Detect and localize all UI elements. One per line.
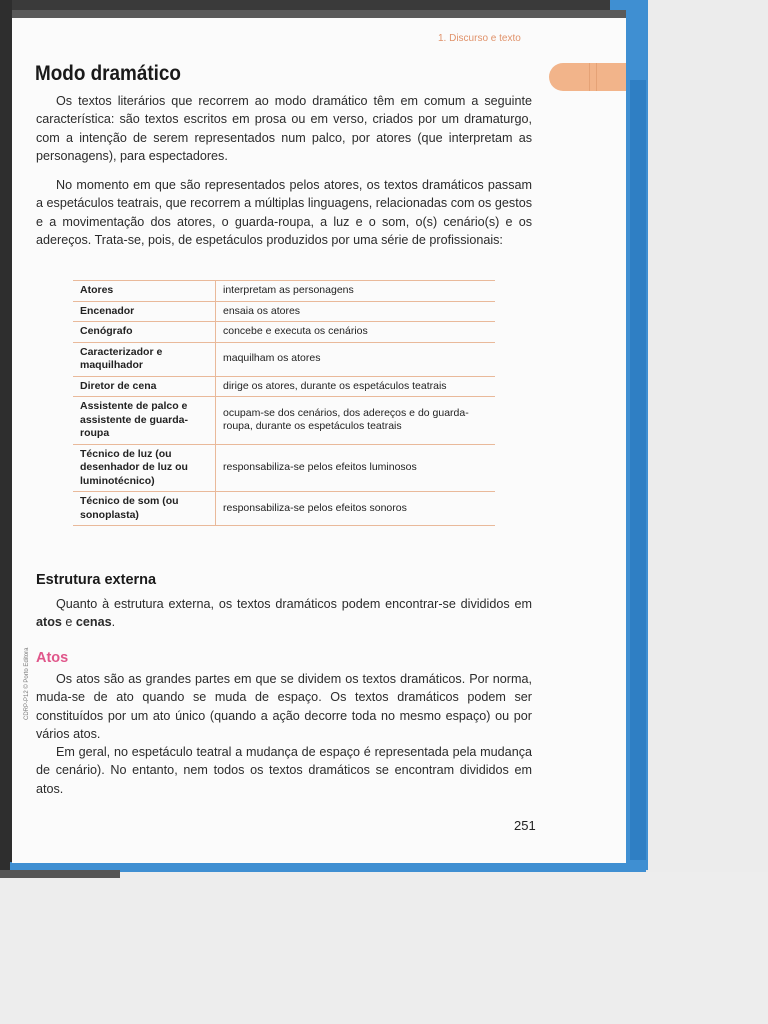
table-row	[73, 376, 495, 397]
table-row	[73, 492, 495, 526]
role-cell: Caracterizador e maquilhador	[73, 342, 216, 376]
intro-text: Os textos literários que recorrem ao modo dramático têm em comum a seguinte característica: são textos escritos em prosa ou em verso, criados por um dramaturgo, com a intenção de serem representados num palco, por atores (que interpretam as personagens), para espectadores.	[36, 94, 532, 164]
table-row	[73, 342, 495, 376]
role-cell: Assistente de palco e assistente de guarda-roupa	[73, 397, 216, 445]
table-row	[73, 397, 495, 445]
page-number: 251	[514, 818, 536, 833]
second-paragraph	[36, 176, 532, 250]
description-cell: responsabiliza-se pelos efeitos luminosos	[216, 444, 496, 492]
scan-shadow-left	[0, 0, 12, 880]
term-cenas: cenas	[75, 615, 112, 630]
atos-paragraph-1	[36, 670, 532, 744]
page-top-rule	[12, 10, 626, 18]
description-cell: dirige os atores, durante os espetáculos teatrais	[216, 376, 496, 397]
table-row	[73, 444, 495, 492]
description-cell: responsabiliza-se pelos efeitos sonoros	[216, 492, 496, 526]
table-row	[73, 322, 495, 343]
second-paragraph-text: No momento em que são representados pelos atores, os textos dramáticos passam a espetáculos teatrais, que recorrem a múltiplas linguagens, relacionadas com os gestos e a movimentação dos atores, o guarda-roupa, a luz e o som, o(s) cenário(s) e os adereços. Trata-se, pois, de espetáculos produzidos por uma série de profissionais:	[36, 178, 532, 248]
page-title: Modo dramático	[35, 62, 181, 85]
external-structure-paragraph	[36, 595, 532, 632]
scan-shadow-bottom	[0, 870, 120, 878]
role-cell: Encenador	[73, 301, 216, 322]
heading-atos: Atos	[36, 650, 69, 666]
description-cell: maquilham os atores	[216, 342, 496, 376]
period: .	[111, 615, 116, 630]
heading-estrutura-externa: Estrutura externa	[36, 572, 157, 588]
term-atos: atos	[36, 615, 62, 630]
atos-paragraph-2	[36, 743, 532, 798]
atos-text-2: Em geral, no espetáculo teatral a mudança de espaço é representada pela mudança de cenário). No entanto, nem todos os textos dramáticos se encontram divididos em atos.	[36, 745, 532, 796]
role-cell: Diretor de cena	[73, 376, 216, 397]
scan-background-bottom	[0, 872, 768, 1024]
conjunction: e	[61, 615, 76, 630]
role-cell: Técnico de luz (ou desenhador de luz ou luminotécnico)	[73, 444, 216, 492]
chapter-header: 1. Discurso e texto	[438, 33, 521, 44]
description-cell: ensaia os atores	[216, 301, 496, 322]
intro-paragraph	[36, 92, 532, 166]
role-cell: Técnico de som (ou sonoplasta)	[73, 492, 216, 526]
copyright-side-note: CDRP-P12 © Porto Editora	[24, 647, 30, 720]
description-cell: ocupam-se dos cenários, dos adereços e do guarda-roupa, durante os espetáculos teatrais	[216, 397, 496, 445]
table-row	[73, 301, 495, 322]
role-cell: Atores	[73, 281, 216, 302]
bookmark-ribs	[589, 63, 597, 91]
description-cell: concebe e executa os cenários	[216, 322, 496, 343]
atos-text-1: Os atos são as grandes partes em que se dividem os textos dramáticos. Por norma, muda-se de ato quando se muda de espaço. Os textos dramáticos podem ser constituídos por um ato único (quando a ação decorre toda no mesmo espaço) ou por vários atos.	[36, 672, 532, 742]
external-text: Quanto à estrutura externa, os textos dramáticos podem encontrar-se divididos em	[56, 597, 532, 611]
scan-background-right	[648, 0, 768, 1024]
bookmark-tab	[549, 63, 626, 91]
table-row	[73, 281, 495, 302]
book-cover-strip	[630, 80, 646, 860]
roles-table	[73, 280, 495, 526]
description-cell: interpretam as personagens	[216, 281, 496, 302]
role-cell: Cenógrafo	[73, 322, 216, 343]
